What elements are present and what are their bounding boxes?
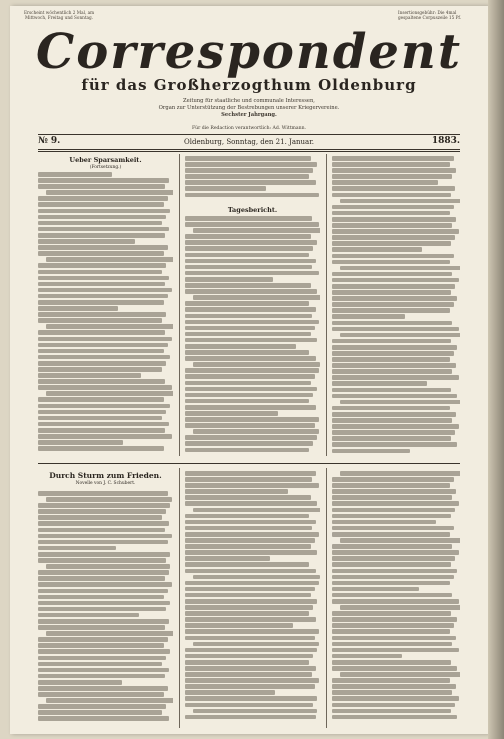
text-line: [332, 587, 419, 592]
text-line: [46, 257, 173, 262]
text-line: [38, 576, 165, 581]
text-line: [332, 483, 450, 488]
text-line: [38, 245, 168, 250]
newspaper-page: [10, 6, 488, 734]
text-line: [38, 619, 169, 624]
column-2-intro: [185, 156, 320, 201]
text-line: [332, 593, 452, 598]
text-line: [46, 391, 173, 396]
feuilleton-column-2: [185, 471, 320, 726]
text-line: [332, 709, 451, 714]
text-line: [332, 357, 450, 362]
text-line: [332, 278, 459, 283]
text-line: [185, 599, 317, 604]
text-line: [46, 564, 170, 569]
text-line: [332, 696, 459, 701]
issue-row: [38, 136, 460, 148]
text-line: [332, 321, 452, 326]
text-line: [38, 509, 166, 514]
text-line: [38, 318, 162, 323]
text-line: [332, 436, 451, 441]
text-line: [185, 501, 317, 506]
text-line: [46, 324, 173, 329]
text-line: [332, 369, 452, 374]
text-line: [185, 246, 313, 251]
feuilleton-column-3: [332, 471, 460, 726]
text-line: [38, 607, 166, 612]
text-line: [185, 526, 312, 531]
text-line: [38, 643, 164, 648]
text-line: [185, 332, 311, 337]
text-line: [38, 716, 169, 721]
text-line: [185, 387, 317, 392]
text-line: [332, 678, 450, 683]
text-line: [38, 361, 166, 366]
text-line: [185, 240, 317, 245]
text-line: [332, 418, 452, 423]
text-line: [38, 704, 166, 709]
text-line: [38, 428, 165, 433]
text-line: [332, 363, 456, 368]
text-line: [185, 271, 319, 276]
text-line: [185, 253, 309, 258]
text-line: [185, 381, 311, 386]
text-line: [38, 595, 164, 600]
masthead-subtitle: für das Großherzogthum Oldenburg: [81, 76, 417, 94]
text-line: [332, 654, 402, 659]
text-line: [185, 156, 311, 161]
text-line: [185, 301, 309, 306]
text-line: [38, 172, 112, 177]
text-line: [185, 448, 309, 453]
text-line: [332, 690, 452, 695]
column-divider: [326, 154, 327, 456]
text-line: [38, 288, 172, 293]
text-line: [46, 631, 173, 636]
tagline-2: Organ zur Unterstützung der Bestrebungen unserer Kriegervereine.: [158, 105, 340, 111]
editor-line: Für die Redaction verantwortlich: Ad. Wittmann.: [191, 126, 307, 131]
text-line: [332, 489, 456, 494]
text-line: [185, 477, 312, 482]
text-line: [332, 575, 454, 580]
text-line: [332, 272, 452, 277]
text-line: [38, 239, 135, 244]
text-line: [332, 345, 457, 350]
text-line: [332, 211, 450, 216]
text-line: [38, 270, 162, 275]
text-line: [38, 215, 166, 220]
text-line: [332, 235, 455, 240]
feuilleton-rule: [38, 463, 460, 464]
text-line: [185, 593, 311, 598]
text-line: [332, 617, 457, 622]
text-line: [38, 233, 165, 238]
text-line: [332, 174, 452, 179]
text-line: [38, 343, 168, 348]
text-line: [38, 674, 165, 679]
text-line: [332, 599, 459, 604]
text-line: [185, 703, 313, 708]
text-line: [38, 656, 166, 661]
text-line: [38, 534, 172, 539]
text-line: [340, 605, 460, 610]
text-line: [332, 193, 451, 198]
feuilleton-heading: Durch Sturm zum Frieden.: [49, 471, 162, 480]
text-line: [332, 430, 455, 435]
text-line: [332, 381, 427, 386]
text-line: [332, 327, 459, 332]
feuilleton-column-1: [38, 491, 173, 726]
text-line: [332, 186, 455, 191]
text-line: [185, 569, 316, 574]
text-line: [38, 294, 168, 299]
text-line: [185, 180, 316, 185]
masthead-title: Correspondent: [35, 24, 462, 80]
text-line: [332, 241, 451, 246]
text-line: [38, 440, 123, 445]
text-line: [332, 611, 451, 616]
column-divider: [326, 468, 327, 728]
text-line: [38, 209, 170, 214]
text-line: [185, 162, 317, 167]
text-line: [185, 684, 315, 689]
text-line: [185, 672, 312, 677]
text-line: [185, 538, 315, 543]
text-line: [38, 546, 116, 551]
text-line: [185, 556, 270, 561]
text-line: [38, 410, 166, 415]
text-line: [185, 374, 315, 379]
text-line: [185, 234, 311, 239]
text-line: [185, 550, 317, 555]
text-line: [332, 501, 459, 506]
text-line: [332, 375, 459, 380]
text-line: [332, 495, 452, 500]
tagline-1: Zeitung für staatliche und communale Interessen,: [183, 98, 315, 104]
text-line: [332, 351, 454, 356]
text-line: [332, 442, 457, 447]
text-line: [185, 544, 311, 549]
text-line: [38, 196, 168, 201]
text-line: [38, 521, 169, 526]
text-line: [185, 587, 315, 592]
tagline-3: Sechster Jahrgang.: [221, 112, 277, 118]
column-2-body: [185, 216, 320, 455]
text-line: [185, 393, 313, 398]
text-line: [38, 251, 164, 256]
text-line: [185, 690, 275, 695]
text-line: [332, 666, 457, 671]
text-line: [185, 678, 319, 683]
text-line: [340, 199, 460, 204]
text-line: [332, 223, 452, 228]
text-line: [332, 290, 451, 295]
text-line: [193, 228, 320, 233]
text-line: [38, 416, 162, 421]
text-line: [185, 283, 311, 288]
text-line: [332, 217, 456, 222]
text-line: [38, 613, 139, 618]
text-line: [38, 446, 164, 451]
text-line: [340, 400, 460, 405]
text-line: [340, 266, 460, 271]
text-line: [38, 282, 165, 287]
text-line: [185, 423, 315, 428]
text-line: [332, 629, 450, 634]
text-line: [332, 623, 454, 628]
text-line: [185, 222, 319, 227]
text-line: [332, 406, 450, 411]
text-line: [332, 508, 455, 513]
text-line: [185, 562, 309, 567]
text-line: [38, 570, 169, 575]
text-line: [332, 296, 457, 301]
text-line: [38, 601, 170, 606]
text-line: [332, 254, 454, 259]
text-line: [332, 205, 454, 210]
text-line: [185, 623, 293, 628]
subscription-note: Erscheint wöchentlich 2 Mal, am Mittwoch, Freitag und Sonntag.: [23, 10, 95, 21]
text-line: [38, 662, 162, 667]
text-line: [185, 350, 309, 355]
text-line: [46, 497, 172, 502]
text-line: [340, 672, 460, 677]
issue-number: № 9.: [38, 136, 61, 146]
text-line: [38, 710, 162, 715]
text-line: [340, 471, 460, 476]
text-line: [332, 642, 452, 647]
text-line: [185, 581, 319, 586]
text-line: [185, 514, 309, 519]
text-line: [38, 540, 168, 545]
text-line: [38, 349, 164, 354]
text-line: [193, 508, 320, 513]
text-line: [38, 178, 169, 183]
text-line: [38, 373, 141, 378]
text-line: [46, 698, 173, 703]
text-line: [193, 295, 320, 300]
text-line: [332, 168, 456, 173]
text-line: [38, 434, 172, 439]
text-line: [185, 495, 311, 500]
text-line: [38, 625, 165, 630]
text-line: [38, 276, 169, 281]
column-divider: [179, 468, 180, 728]
text-line: [332, 394, 457, 399]
text-line: [332, 477, 454, 482]
text-line: [38, 337, 172, 342]
column-3-body: [332, 156, 460, 455]
text-line: [193, 642, 319, 647]
text-line: [185, 483, 319, 488]
text-line: [332, 247, 422, 252]
text-line: [38, 637, 168, 642]
text-line: [38, 379, 165, 384]
text-line: [332, 229, 459, 234]
text-line: [185, 277, 273, 282]
text-line: [38, 552, 170, 557]
text-line: [38, 263, 166, 268]
text-line: [332, 412, 456, 417]
text-line: [38, 680, 122, 685]
text-line: [332, 284, 455, 289]
text-line: [193, 429, 319, 434]
text-line: [185, 216, 312, 221]
text-line: [185, 636, 315, 641]
text-line: [185, 399, 309, 404]
text-line: [332, 526, 454, 531]
text-line: [38, 221, 162, 226]
text-line: [332, 260, 450, 265]
text-line: [332, 660, 451, 665]
text-line: [332, 520, 436, 525]
header-rule-top: [38, 134, 460, 135]
text-line: [332, 648, 459, 653]
text-line: [185, 344, 296, 349]
text-line: [185, 715, 316, 720]
text-line: [340, 538, 460, 543]
text-line: [332, 302, 454, 307]
text-line: [185, 611, 309, 616]
page-edge: [488, 0, 504, 739]
text-line: [332, 162, 450, 167]
text-line: [332, 532, 450, 537]
text-line: [38, 692, 164, 697]
text-line: [38, 202, 164, 207]
text-line: [193, 709, 317, 714]
text-line: [332, 556, 455, 561]
column-divider: [179, 154, 180, 456]
text-line: [38, 686, 168, 691]
text-line: [46, 190, 173, 195]
text-line: [332, 339, 451, 344]
text-line: [332, 562, 451, 567]
text-line: [38, 422, 169, 427]
text-line: [185, 368, 319, 373]
text-line: [332, 156, 454, 161]
text-line: [185, 629, 319, 634]
text-line: [332, 715, 457, 720]
column-1-body: [38, 172, 173, 455]
text-line: [38, 367, 162, 372]
text-line: [185, 338, 317, 343]
text-line: [38, 582, 172, 587]
text-line: [185, 411, 278, 416]
issue-date: Oldenburg, Sonntag, den 21. Januar.: [183, 138, 314, 146]
text-line: [332, 581, 450, 586]
text-line: [38, 491, 168, 496]
column-2-heading: Tagesbericht.: [227, 206, 278, 214]
text-line: [185, 356, 316, 361]
text-line: [332, 314, 405, 319]
column-1-subheading: (Fortsetzung.): [89, 165, 122, 170]
text-line: [185, 168, 313, 173]
column-1-heading: Ueber Sparsamkeit.: [69, 156, 142, 164]
header-rule-bottom: [38, 149, 460, 150]
text-line: [185, 654, 313, 659]
text-line: [185, 617, 316, 622]
text-line: [185, 489, 288, 494]
text-line: [38, 668, 169, 673]
text-line: [185, 259, 316, 264]
text-line: [332, 424, 459, 429]
text-line: [38, 227, 169, 232]
text-line: [185, 174, 309, 179]
text-line: [38, 515, 162, 520]
text-line: [38, 404, 170, 409]
text-line: [185, 660, 309, 665]
text-line: [332, 544, 452, 549]
text-line: [185, 471, 316, 476]
text-line: [38, 355, 170, 360]
text-line: [185, 417, 319, 422]
text-line: [38, 528, 165, 533]
text-line: [332, 569, 457, 574]
text-line: [332, 308, 450, 313]
feuilleton-subheading: Novelle von J. C. Schubert.: [75, 481, 136, 486]
text-line: [332, 180, 438, 185]
text-line: [185, 605, 313, 610]
text-line: [185, 289, 317, 294]
text-line: [185, 520, 316, 525]
text-line: [38, 330, 165, 335]
text-line: [332, 684, 456, 689]
text-line: [185, 405, 316, 410]
text-line: [185, 696, 317, 701]
text-line: [185, 441, 313, 446]
text-line: [38, 649, 170, 654]
text-line: [38, 184, 165, 189]
text-line: [38, 312, 166, 317]
text-line: [193, 575, 320, 580]
text-line: [185, 326, 315, 331]
text-line: [38, 397, 164, 402]
text-line: [185, 314, 312, 319]
text-line: [38, 306, 118, 311]
text-line: [185, 265, 312, 270]
header-rule-bottom-2: [38, 151, 460, 152]
text-line: [332, 514, 451, 519]
text-line: [185, 435, 317, 440]
text-line: [38, 300, 164, 305]
text-line: [185, 532, 319, 537]
text-line: [332, 703, 455, 708]
text-line: [332, 388, 451, 393]
insertion-fee-note: Insertionsgebühr: Die 4mal gespaltene Corpuszeile 15 Pf.: [398, 10, 462, 21]
text-line: [38, 385, 172, 390]
text-line: [185, 193, 319, 198]
text-line: [332, 449, 410, 454]
text-line: [38, 589, 168, 594]
text-line: [185, 307, 316, 312]
text-line: [193, 362, 320, 367]
text-line: [185, 648, 317, 653]
text-line: [38, 503, 170, 508]
issue-year: 1883.: [431, 136, 460, 146]
text-line: [332, 636, 456, 641]
text-line: [185, 666, 316, 671]
text-line: [185, 320, 319, 325]
text-line: [332, 550, 459, 555]
text-line: [38, 558, 166, 563]
text-line: [340, 333, 460, 338]
text-line: [185, 186, 266, 191]
